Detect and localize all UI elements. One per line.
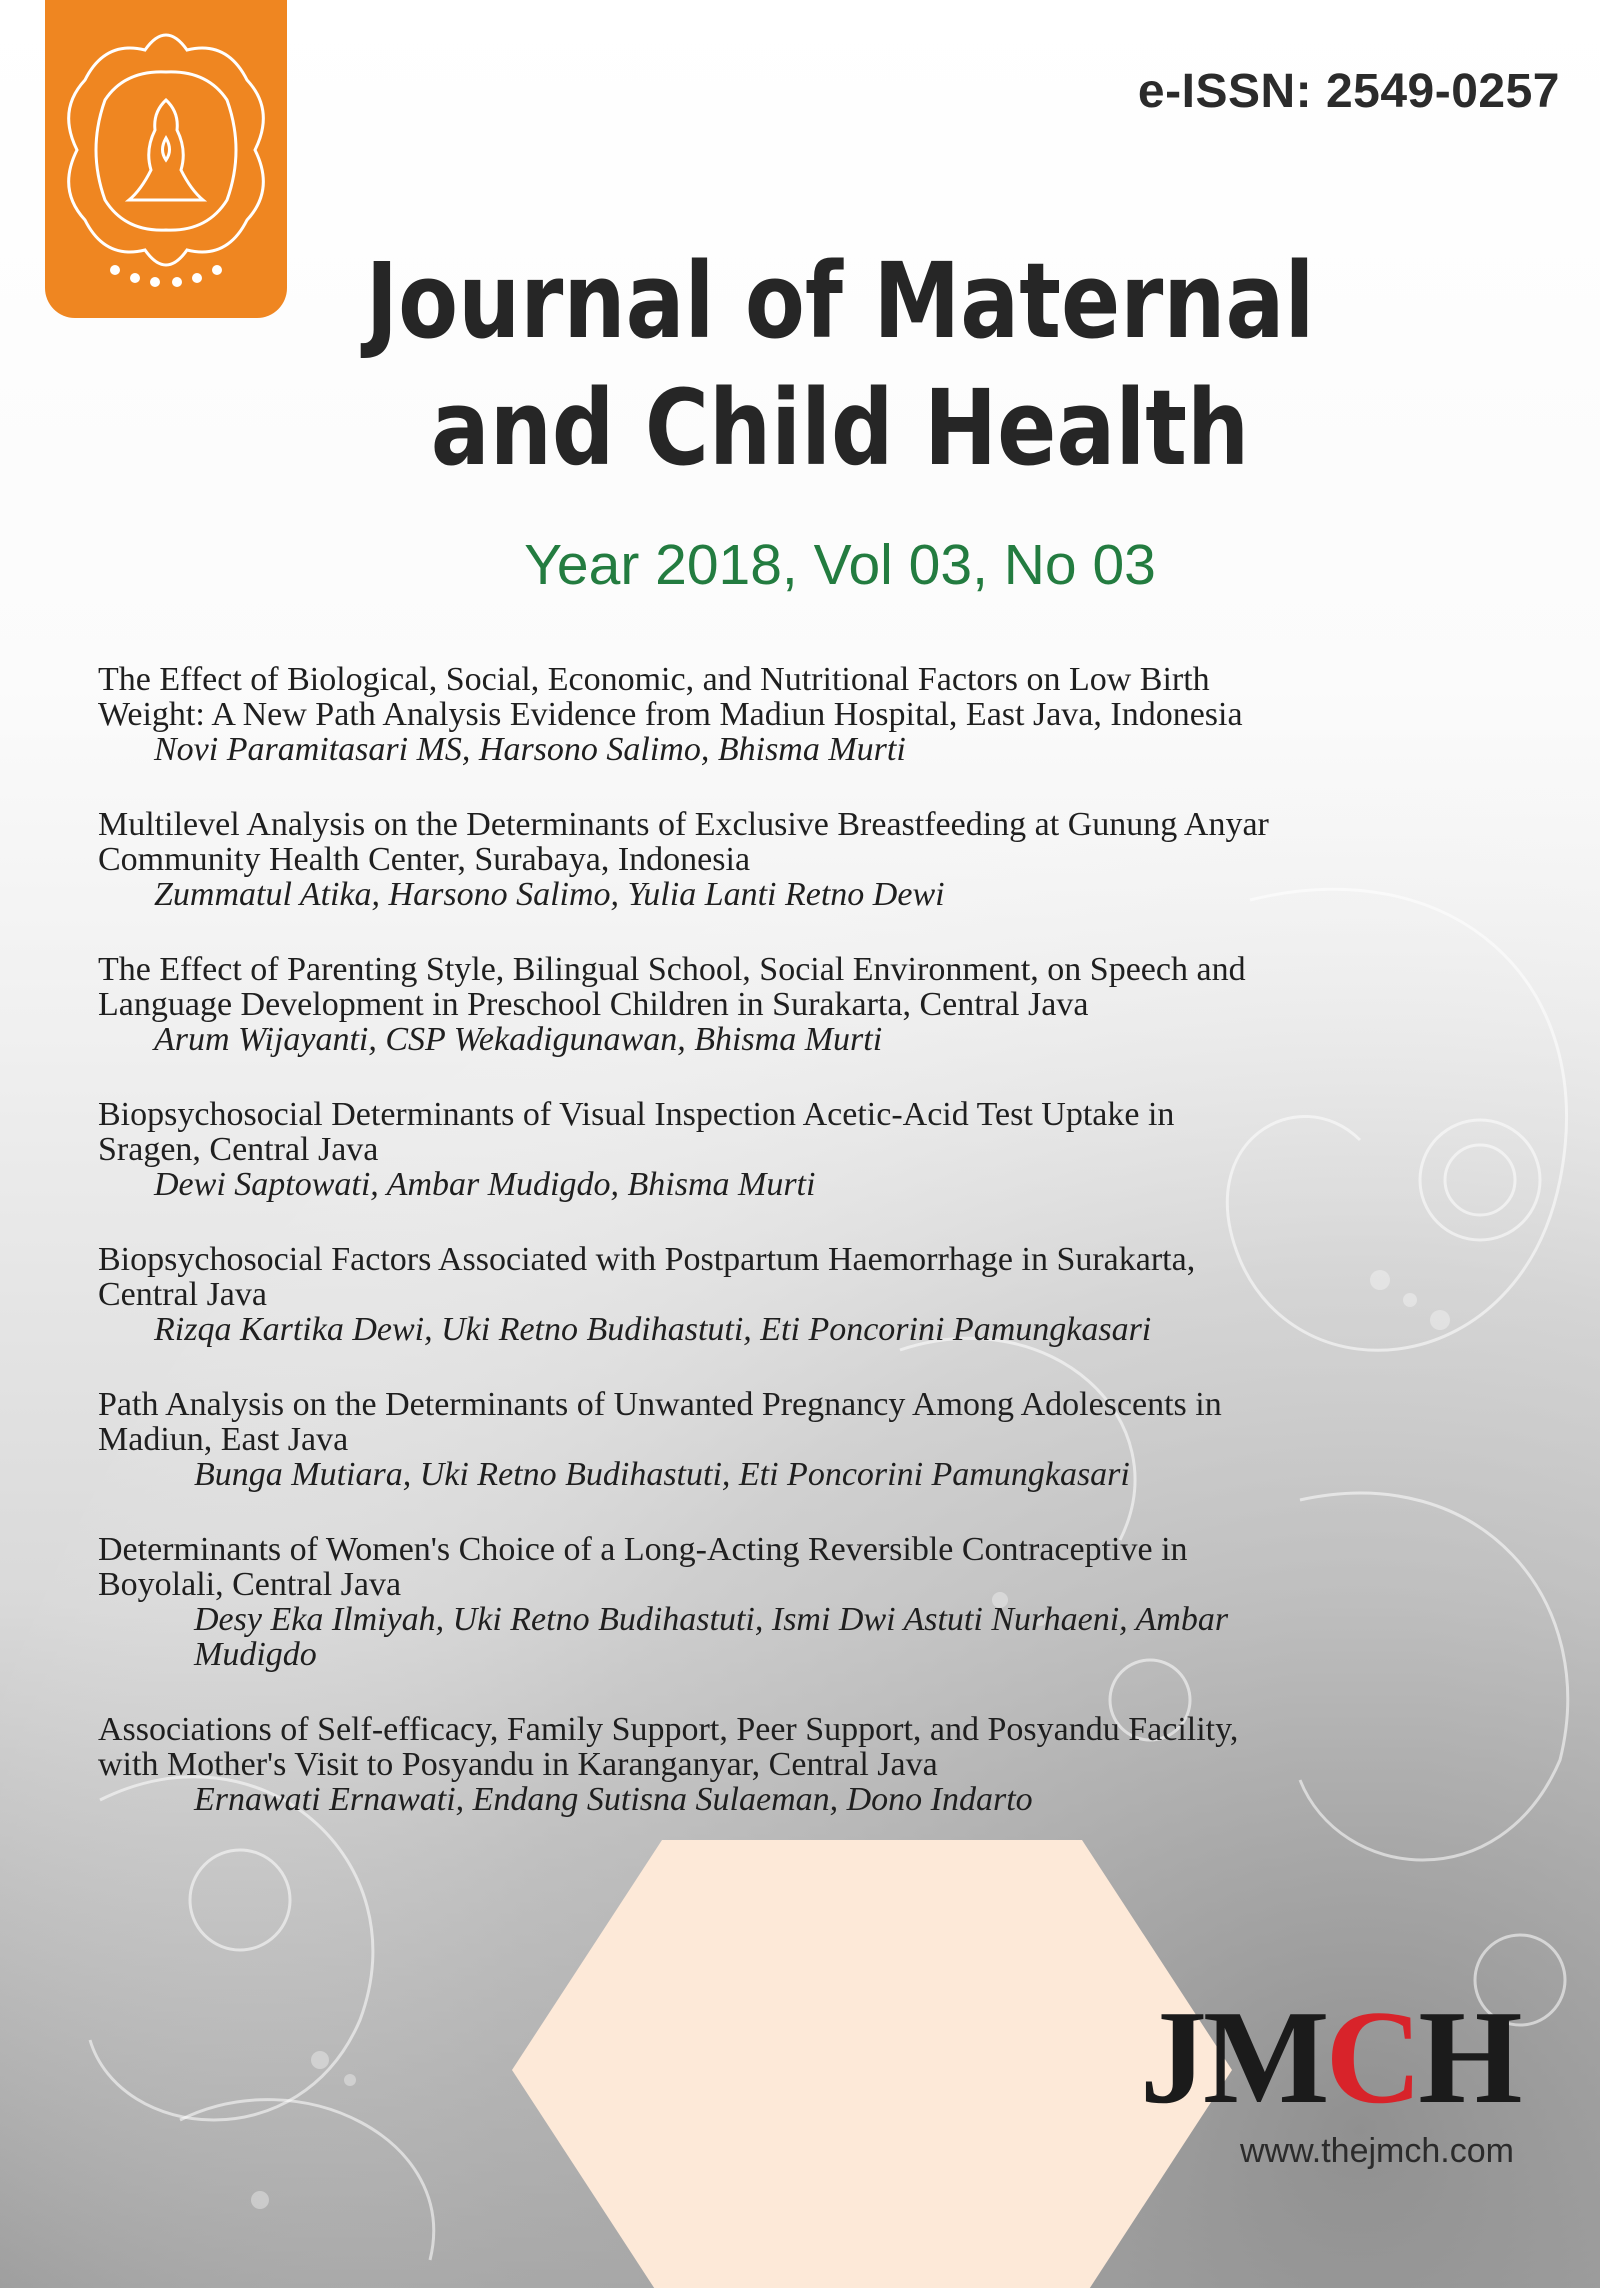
jmch-logo-j: J bbox=[1140, 1983, 1203, 2131]
article-title: Biopsychosocial Factors Associated with Postpartum Haemorrhage in Surakarta, Central Java bbox=[98, 1241, 1196, 1313]
article-title: Associations of Self-efficacy, Family Support, Peer Support, and Posyandu Facility, with Mother's Visit to Posyandu in Karanganyar, Central Java bbox=[98, 1711, 1239, 1783]
jmch-logo bbox=[1140, 1983, 1519, 2131]
article-authors: Arum Wijayanti, CSP Wekadigunawan, Bhisma Murti bbox=[154, 1021, 883, 1058]
article-authors: Zummatul Atika, Harsono Salimo, Yulia Lanti Retno Dewi bbox=[154, 876, 945, 913]
article-entry bbox=[98, 1242, 1578, 1347]
article-title: Multilevel Analysis on the Determinants of Exclusive Breastfeeding at Gunung Anyar Community Health Center, Surabaya, Indonesia bbox=[98, 806, 1269, 878]
article-title: The Effect of Biological, Social, Economic, and Nutritional Factors on Low Birth Weight: A New Path Analysis Evidence from Madiun Hospital, East Java, Indonesia bbox=[98, 661, 1243, 733]
decorative-hexagon bbox=[512, 1840, 1232, 2288]
jmch-logo-h: H bbox=[1418, 1983, 1519, 2131]
journal-website: www.thejmch.com bbox=[1240, 2132, 1514, 2170]
article-authors: Rizqa Kartika Dewi, Uki Retno Budihastuti, Eti Poncorini Pamungkasari bbox=[154, 1311, 1152, 1348]
article-entry bbox=[98, 1712, 1578, 1817]
journal-title bbox=[286, 238, 1395, 492]
university-logo-badge bbox=[45, 0, 287, 318]
journal-title-line1: Journal of Maternal bbox=[365, 240, 1315, 362]
jmch-logo-m: M bbox=[1203, 1983, 1326, 2131]
article-authors: Ernawati Ernawati, Endang Sutisna Sulaeman, Dono Indarto bbox=[194, 1781, 1033, 1818]
article-entry bbox=[98, 1387, 1578, 1492]
article-entry bbox=[98, 662, 1578, 767]
article-authors: Desy Eka Ilmiyah, Uki Retno Budihastuti, Ismi Dwi Astuti Nurhaeni, Ambar Mudigdo bbox=[194, 1601, 1229, 1673]
article-entry bbox=[98, 807, 1578, 912]
journal-title-line2: and Child Health bbox=[430, 367, 1250, 489]
article-authors: Novi Paramitasari MS, Harsono Salimo, Bhisma Murti bbox=[154, 731, 906, 768]
mother-child-icon: C bbox=[1325, 1983, 1419, 2131]
issue-info: Year 2018, Vol 03, No 03 bbox=[524, 533, 1156, 597]
article-title: Path Analysis on the Determinants of Unwanted Pregnancy Among Adolescents in Madiun, East Java bbox=[98, 1386, 1222, 1458]
issn-number: e-ISSN: 2549-0257 bbox=[1137, 65, 1560, 118]
table-of-contents bbox=[98, 662, 1578, 1857]
article-title: Determinants of Women's Choice of a Long-Acting Reversible Contraceptive in Boyolali, Central Java bbox=[98, 1531, 1188, 1603]
article-authors: Bunga Mutiara, Uki Retno Budihastuti, Eti Poncorini Pamungkasari bbox=[194, 1456, 1130, 1493]
article-entry bbox=[98, 952, 1578, 1057]
article-entry bbox=[98, 1097, 1578, 1202]
article-authors: Dewi Saptowati, Ambar Mudigdo, Bhisma Murti bbox=[154, 1166, 816, 1203]
article-entry bbox=[98, 1532, 1578, 1672]
article-title: The Effect of Parenting Style, Bilingual School, Social Environment, on Speech and Language Development in Preschool Children in Surakarta, Central Java bbox=[98, 951, 1246, 1023]
article-title: Biopsychosocial Determinants of Visual Inspection Acetic-Acid Test Uptake in Sragen, Central Java bbox=[98, 1096, 1175, 1168]
university-emblem-icon bbox=[45, 0, 287, 318]
